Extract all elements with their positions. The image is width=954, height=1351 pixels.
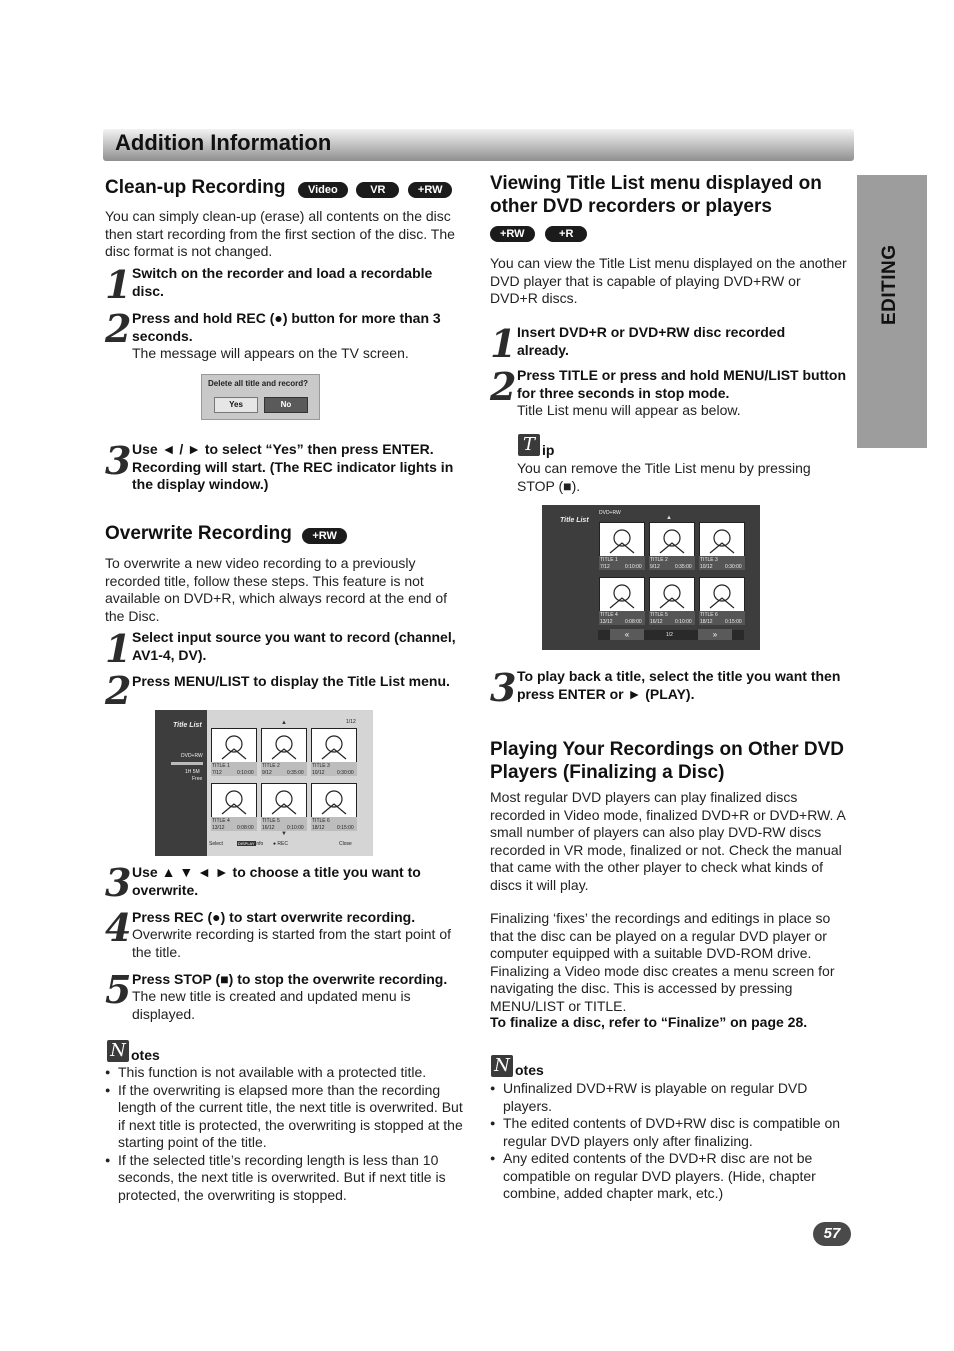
note-item: ● If the selected title’s recording length is less than 10 seconds, the next title is overwrited. But if next title is protected, the overwriting is stopped. [105,1152,467,1205]
cleanup-step-2-number: 2 [105,306,132,351]
title-name: TITLE 3 [700,557,718,563]
title-date: 7/12 [212,770,222,776]
finalizing-notes [490,1080,842,1203]
title-dur: 0:15:00 [725,619,742,625]
thumbnail-image-icon [212,784,256,817]
title-thumbnail[interactable] [699,522,745,557]
title-date: 9/12 [262,770,272,776]
cleanup-step-3-number: 3 [105,438,132,483]
overwrite-step-1-text: Select input source you want to record (channel, AV1-4, DV). [132,629,456,663]
viewing-badges [490,224,587,242]
title-thumbnail[interactable] [649,522,695,557]
title-date: 10/12 [312,770,325,776]
screen-title: Title List [173,722,202,729]
finalizing-paragraph-2: Finalizing ‘fixes’ the recordings and editings in place so that the disc can be played on a regular DVD player or computer equipped with a suitable DVD-ROM drive. Finalizing a Video mode disc creates a menu screen for navigating the disc. This is accessed by pressing MENU/LIST or TITLE. [490,910,835,1014]
title-dur: 0:10:00 [237,770,254,776]
overwrite-heading: Overwrite Recording [105,523,292,544]
free-time: 1H 5M [185,769,200,775]
thumbnail-image-icon [262,729,306,762]
screen2-page-indicator: 1/2 [666,632,673,638]
title-dur: 0:10:00 [287,825,304,831]
scroll-up-icon[interactable]: ▲ [666,515,672,521]
title-dur: 0:30:00 [725,564,742,570]
screen-disc-type: DVD+RW [181,753,203,759]
tip-text: You can remove the Title List menu by pressing STOP (■). [517,460,811,494]
note-item: ● The edited contents of DVD+RW disc is compatible on regular DVD players only after finalizing. [490,1115,842,1150]
thumbnail-image-icon [650,523,694,556]
tip-label: ip [542,442,555,458]
title-list-screen-viewing [542,505,760,650]
title-thumbnail[interactable] [311,783,357,818]
cleanup-step-1-text: Switch on the recorder and load a recordable disc. [132,265,433,299]
title-dur: 0:10:00 [675,619,692,625]
overwrite-step-1-number: 1 [105,626,132,671]
viewing-step-1-number: 1 [490,321,517,366]
screen2-title: Title List [560,517,589,524]
title-date: 9/12 [650,564,660,570]
title-date: 18/12 [312,825,325,831]
cleanup-intro: You can simply clean-up (erase) all contents on the disc then start recording from the first section of the disc. The disc format is not changed. [105,208,455,259]
overwrite-step-5-detail: The new title is created and updated menu is displayed. [132,988,411,1022]
free-space-bar [171,762,203,765]
dialog-question: Delete all title and record? [208,379,309,388]
title-thumbnail[interactable] [211,783,257,818]
viewing-step-2-number: 2 [490,364,517,409]
thumbnail-image-icon [600,523,644,556]
title-thumbnail[interactable] [311,728,357,763]
finalizing-paragraph-1: Most regular DVD players can play finalized discs recorded in Video mode, finalized DVD+R or DVD+RW. A small number of players can also play DVD-RW discs recorded in VR mode, finalized or not. Check the manual that came with the other player to check what kinds of discs it will play. [490,789,846,893]
overwrite-step-2-number: 2 [105,668,132,713]
viewing-step-2-text: Press TITLE or press and hold MENU/LIST button for three seconds in stop mode. [517,367,847,401]
title-date: 18/12 [700,619,713,625]
footer-rec: ● REC [273,841,288,847]
thumbnail-image-icon [312,729,356,762]
next-page-button[interactable]: » [698,629,732,640]
note-icon: N [491,1055,513,1077]
finalizing-reference: To finalize a disc, refer to “Finalize” on page 28. [490,1014,808,1030]
title-thumbnail[interactable] [699,577,745,612]
free-label: Free [192,776,203,782]
title-thumbnail[interactable] [599,577,645,612]
footer-select: Select [209,841,223,847]
footer-info: Info [255,841,264,847]
thumbnail-image-icon [312,784,356,817]
screen2-pager [598,630,744,640]
title-name: TITLE 5 [262,818,280,824]
overwrite-step-4-text: Press REC (●) to start overwrite recording. [132,909,416,925]
overwrite-intro: To overwrite a new video recording to a previously recorded title, follow these steps. This feature is not available on DVD+R, which always record at the end of the Disc. [105,555,448,624]
overwrite-step-4-number: 4 [105,905,132,950]
screen-sidebar [155,710,207,856]
screen2-disc-type: DVD+RW [599,510,621,516]
screen-footer [207,838,357,850]
delete-confirm-dialog [201,374,320,420]
title-date: 16/12 [262,825,275,831]
badge-video: Video [298,182,348,198]
title-thumbnail[interactable] [261,783,307,818]
footer-close: Close [339,841,352,847]
note-icon: N [107,1040,129,1062]
title-thumbnail[interactable] [261,728,307,763]
title-dur: 0:35:00 [287,770,304,776]
cleanup-step-3-text: Use ◄ / ► to select “Yes” then press ENTER. Recording will start. (The REC indicator lights in the display window.) [132,441,454,492]
badge-vr: VR [356,182,399,198]
thumbnail-image-icon [650,578,694,611]
viewing-step-1-text: Insert DVD+R or DVD+RW disc recorded already. [517,324,786,358]
viewing-step-2-detail: Title List menu will appear as below. [517,402,741,418]
cleanup-header [105,176,465,199]
note-item: ● Unfinalized DVD+RW is playable on regular DVD players. [490,1080,842,1115]
cleanup-step-2-detail: The message will appears on the TV screen. [132,345,409,361]
overwrite-step-4-detail: Overwrite recording is started from the start point of the title. [132,926,452,960]
badge-rw: +RW [408,182,453,198]
title-date: 13/12 [212,825,225,831]
overwrite-step-2-text: Press MENU/LIST to display the Title List menu. [132,673,450,689]
overwrite-step-5-text: Press STOP (■) to stop the overwrite recording. [132,971,448,987]
title-name: TITLE 4 [212,818,230,824]
title-date: 7/12 [600,564,610,570]
title-thumbnail[interactable] [599,522,645,557]
title-date: 16/12 [650,619,663,625]
title-list-screen-overwrite [155,710,373,856]
badge-r-viewing: +R [545,226,587,242]
title-name: TITLE 4 [600,612,618,618]
title-dur: 0:15:00 [337,825,354,831]
footer-display: DISPLAY [238,841,255,846]
thumbnail-image-icon [700,523,744,556]
scroll-down-icon[interactable]: ▼ [281,831,287,837]
thumbnail-image-icon [262,784,306,817]
title-name: TITLE 1 [600,557,618,563]
section-banner [103,129,854,161]
title-name: TITLE 5 [650,612,668,618]
dialog-yes-button[interactable]: Yes [214,397,258,413]
finalizing-heading: Playing Your Recordings on Other DVD Players (Finalizing a Disc) [490,739,845,783]
title-name: TITLE 3 [312,763,330,769]
viewing-heading: Viewing Title List menu displayed on other DVD recorders or players [490,173,822,217]
note-item: ● If the overwriting is elapsed more than the recording length of the current title, the next title is overwrited. But if next title is protected, the overwriting is stopped at the starting point of the title. [105,1082,467,1152]
thumbnail-image-icon [212,729,256,762]
title-date: 10/12 [700,564,713,570]
title-dur: 0:10:00 [625,564,642,570]
title-dur: 0:35:00 [675,564,692,570]
badge-rw-overwrite: +RW [302,528,347,544]
thumbnail-image-icon [700,578,744,611]
overwrite-header [105,522,465,545]
title-dur: 0:30:00 [337,770,354,776]
cleanup-heading: Clean-up Recording [105,177,286,198]
viewing-step-3-number: 3 [490,665,517,710]
title-name: TITLE 2 [650,557,668,563]
title-name: TITLE 6 [700,612,718,618]
overwrite-step-5-number: 5 [105,967,132,1012]
viewing-intro: You can view the Title List menu displayed on the another DVD player that is capable of playing DVD+RW or DVD+R discs. [490,255,847,306]
badge-rw-viewing: +RW [490,226,535,242]
title-date: 13/12 [600,619,613,625]
overwrite-step-3-text: Use ▲ ▼ ◄ ► to choose a title you want to overwrite. [132,864,421,898]
page-number: 57 [813,1222,851,1246]
cleanup-step-2-text: Press and hold REC (●) button for more than 3 seconds. [132,310,441,344]
title-thumbnail[interactable] [211,728,257,763]
tip-icon: T [518,434,540,456]
overwrite-step-3-number: 3 [105,860,132,905]
title-dur: 0:08:00 [237,825,254,831]
title-dur: 0:08:00 [625,619,642,625]
banner-title: Addition Information [115,130,332,155]
notes-label-right: otes [515,1062,544,1078]
viewing-step-3-text: To play back a title, select the title you want then press ENTER or ► (PLAY). [517,668,841,702]
overwrite-notes [105,1064,467,1204]
side-tab-label: EDITING [879,244,900,325]
prev-page-button[interactable]: « [610,629,644,640]
dialog-no-button[interactable]: No [264,397,308,413]
scroll-up-icon[interactable]: ▲ [281,720,287,726]
notes-label-left: otes [131,1047,160,1063]
title-name: TITLE 1 [212,763,230,769]
note-item: ● This function is not available with a protected title. [105,1064,467,1082]
cleanup-step-1-number: 1 [105,262,132,307]
title-thumbnail[interactable] [649,577,695,612]
title-name: TITLE 6 [312,818,330,824]
thumbnail-image-icon [600,578,644,611]
side-tab [857,175,927,448]
screen-page-indicator: 1/12 [346,719,356,725]
note-item: ● Any edited contents of the DVD+R disc are not be compatible on regular DVD players. (Hide, chapter combine, added chapter mark, etc.) [490,1150,842,1203]
title-name: TITLE 2 [262,763,280,769]
